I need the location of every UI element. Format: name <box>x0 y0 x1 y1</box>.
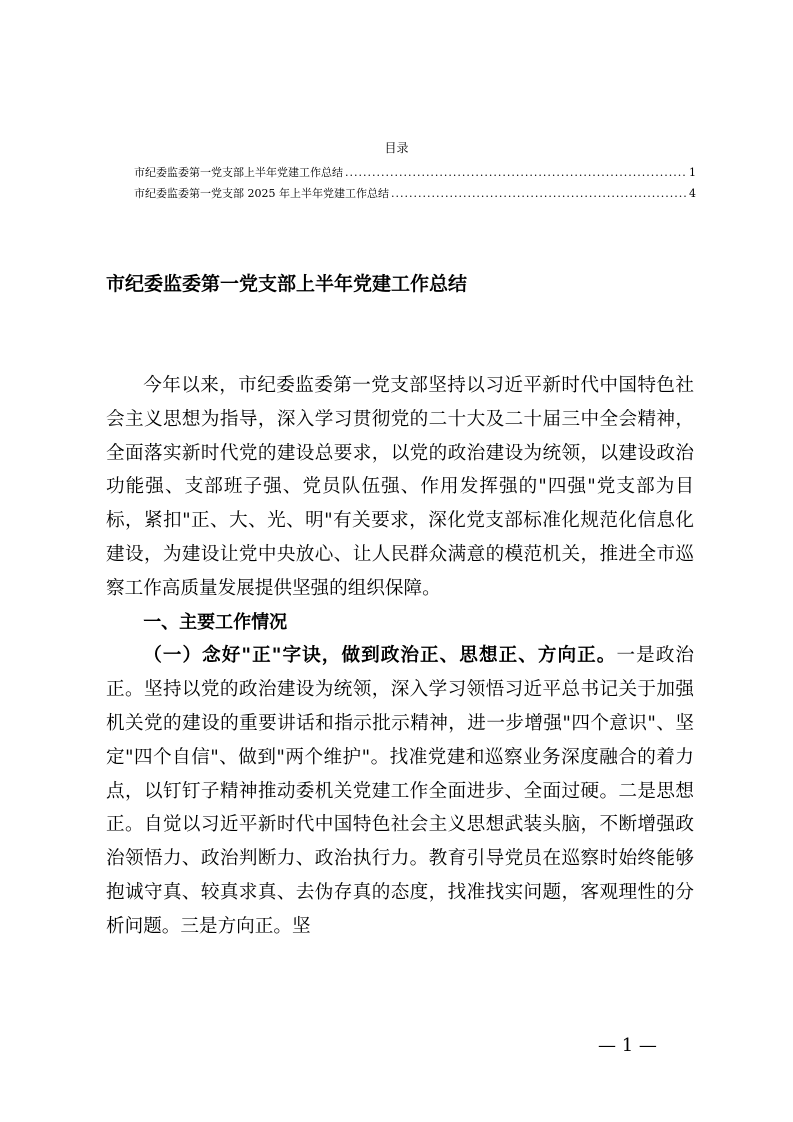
section-heading-paragraph <box>106 606 694 640</box>
toc-leader-dots <box>391 183 687 204</box>
toc-entry-text: 市纪委监委第一党支部 2025 年上半年党建工作总结 <box>134 187 389 200</box>
toc-entry-1[interactable] <box>134 162 696 183</box>
toc-entry-page: 1 <box>689 166 696 179</box>
subsection-paragraph <box>106 639 694 943</box>
toc-entry-text: 市纪委监委第一党支部上半年党建工作总结 <box>134 166 343 179</box>
document-title: 市纪委监委第一党支部上半年党建工作总结 <box>106 273 468 295</box>
toc-title: 目录 <box>384 141 409 155</box>
toc-entry-2[interactable] <box>134 183 696 204</box>
subsection-heading: （一）念好"正"字诀，做到政治正、思想正、方向正。 <box>143 645 617 667</box>
intro-paragraph: 今年以来，市纪委监委第一党支部坚持以习近平新时代中国特色社会主义思想为指导，深入学习贯彻党的二十大及二十届三中全会精神，全面落实新时代党的建设总要求，以党的政治建设为统领，以建设政治功能强、支部班子强、党员队伍强、作用发挥强的"四强"党支部为目标，紧扣"正、大、光、明"有关要求，深化党支部标准化规范化信息化建设，为建设让党中央放心、让人民群众满意的模范机关，推进全市巡察工作高质量发展提供坚强的组织保障。 <box>106 375 694 599</box>
document-body <box>106 369 694 944</box>
section-heading: 一、主要工作情况 <box>143 611 288 633</box>
table-of-contents <box>134 162 696 204</box>
toc-entry-page: 4 <box>689 187 696 200</box>
page-number: — 1 — <box>598 1035 657 1056</box>
toc-leader-dots <box>345 162 687 183</box>
subsection-body: 一是政治正。坚持以党的政治建设为统领，深入学习领悟习近平总书记关于加强机关党的建设的重要讲话和指示批示精神，进一步增强"四个意识"、坚定"四个自信"、做到"两个维护"。找准党建和巡察业务深度融合的着力点，以钉钉子精神推动委机关党建工作全面进步、全面过硬。二是思想正。自觉以习近平新时代中国特色社会主义思想武装头脑，不断增强政治领悟力、政治判断力、政治执行力。教育引导党员在巡察时始终能够抱诚守真、较真求真、去伪存真的态度，找准找实问题，客观理性的分析问题。三是方向正。坚 <box>106 645 694 937</box>
